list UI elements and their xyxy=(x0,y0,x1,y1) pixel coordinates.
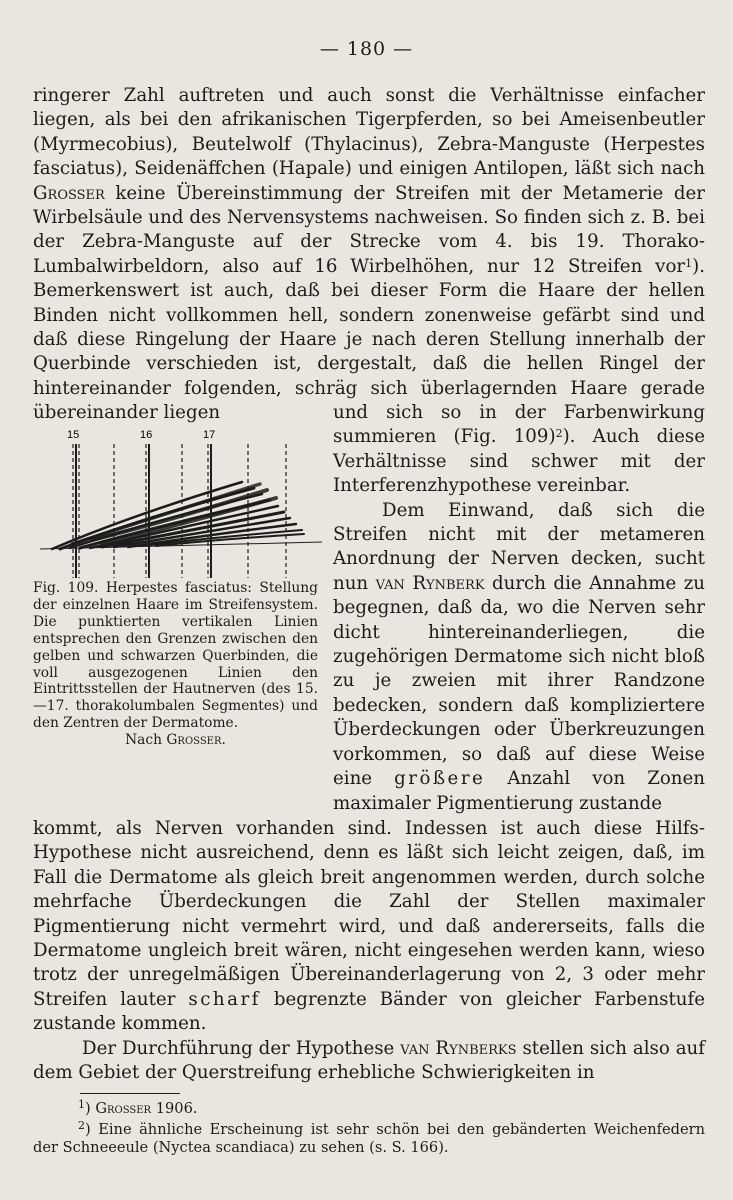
page-number: — 180 — xyxy=(319,38,414,60)
segment-label-16: 16 xyxy=(140,429,153,441)
author-name: Grosser xyxy=(95,1100,152,1117)
text-run: kommt, als Nerven vorhanden sind. Indessen ist auch diese Hilfs-Hypothese nicht ausreichend, denn es läßt sich leicht zeigen, daß, im Fall die Dermatome als gleich breit angenommen werden, durch solche mehrfache Überdeckungen die Zahl der Stellen maximaler Pigmentierung nicht vermehrt wird, und daß andererseits, falls die Dermatome ungleich breit wären, nicht eingesehen werden kann, wieso trotz der unregelmäßigen Übereinanderlagerung von 2, 3 oder mehr Streifen lauter xyxy=(33,818,705,1010)
author-name: van Rynberks xyxy=(400,1038,517,1059)
footnote-mark: 1 xyxy=(78,1098,85,1111)
right-column-text xyxy=(333,401,705,816)
footnote-ref: 2 xyxy=(555,427,563,441)
figure-109 xyxy=(32,420,324,578)
paragraph-1 xyxy=(33,84,705,426)
right-column-para-2 xyxy=(333,499,705,816)
emphasis-spaced: scharf xyxy=(188,988,261,1010)
figure-credit xyxy=(33,732,318,749)
segment-label-17: 17 xyxy=(203,429,216,441)
text-run: Der Durchführung der Hypothese xyxy=(82,1038,401,1059)
footnote-mark: 2 xyxy=(78,1119,85,1132)
hair-strokes xyxy=(52,482,304,549)
text-run: ). Auch diese Verhältnisse sind schwer mit der Interferenzhypothese vereinbar. xyxy=(333,426,705,497)
footnote-rule xyxy=(80,1093,180,1094)
credit-author: Grosser. xyxy=(166,732,226,749)
paragraph-3 xyxy=(33,1037,705,1086)
figure-caption xyxy=(33,580,318,749)
author-name: Grosser xyxy=(33,182,105,204)
text-run: 1906. xyxy=(151,1100,198,1117)
text-run: und sich so in der Farbenwirkung summieren (Fig. 109) xyxy=(333,402,705,448)
text-run: ). Bemerkenswert ist auch, daß bei dieser Form die Haare der hellen Binden nicht vollkommen hell, sondern zonenweise gefärbt sind und daß diese Ringelung der Haare je nach deren Stellung innerhalb der Querbinde verschieden ist, dergestalt, daß die hellen Ringel der hintereinander folgenden, schräg sich überlagernden Haare gerade übereinander liegen xyxy=(33,255,705,424)
hair-stripe-diagram xyxy=(32,420,324,578)
text-run: begrenzte Bänder von gleicher Farbenstufe zustande kommen. xyxy=(33,988,706,1035)
footnote-1: $^1$) Grosser 1906. xyxy=(78,1098,198,1117)
text-run: durch die Annahme zu begegnen, daß da, wo die Nerven sehr dicht hintereinanderliegen, die zugehörigen Dermatome sich nicht bloß zu je zweien mit ihrer Randzone bedecken, sondern daß kompliziertere Überdeckungen oder Überkreuzungen vorkommen, so daß auf diese Weise eine xyxy=(333,572,705,790)
text-run: ringerer Zahl auftreten und auch sonst die Verhältnisse einfacher liegen, als bei den afrikanischen Tigerpferden, so bei Ameisenbeutler (Myrmecobius), Beutelwolf (Thylacinus), Zebra-Manguste (Herpestes fasciatus), Seidenäffchen (Hapale) und einigen Antilopen, läßt sich nach xyxy=(33,85,705,180)
footnote-2: $^2$) Eine ähnliche Erscheinung ist sehr schön bei den gebänderten Weichenfedern der Schneeeule (Nyctea scandiaca) zu sehen (s. S. 166). xyxy=(33,1119,705,1156)
paragraph-2 xyxy=(33,817,705,1037)
nerve-entry-lines xyxy=(76,444,211,578)
text-run: Anzahl von Zonen maximaler Pigmentierung zustande xyxy=(333,768,705,814)
text-run: Dem Einwand, daß sich die Streifen nicht mit der metameren Anordnung der Nerven decken, sucht nun xyxy=(333,499,705,594)
caption-text: Fig. 109. Herpestes fasciatus: Stellung der einzelnen Haare im Streifensystem. Die punktierten vertikalen Linien entsprechen den Grenzen zwischen den gelben und schwarzen Querbinden, die voll ausgezogenen Linien den Eintrittsstellen der Hautnerven (des 15.—17. thorakolumbalen Segmentes) und den Zentren der Dermatome. xyxy=(33,580,318,732)
credit-prefix: Nach xyxy=(125,732,167,749)
right-column-para-1 xyxy=(333,401,705,499)
author-name: van Rynberk xyxy=(375,572,485,594)
segment-label-15: 15 xyxy=(67,429,80,441)
text-run: Eine ähnliche Erscheinung ist sehr schön bei den gebänderten Weichenfedern der Schneeeule (Nyctea scandiaca) zu sehen (s. S. 166). xyxy=(33,1121,705,1156)
emphasis-spaced: größere xyxy=(394,768,486,790)
footnote-ref: 1 xyxy=(685,256,693,270)
text-run: stellen sich also auf dem Gebiet der Querstreifung erhebliche Schwierigkeiten in xyxy=(33,1038,705,1084)
text-run: keine Übereinstimmung der Streifen mit der Metamerie der Wirbelsäule und des Nervensystems nachweisen. So finden sich z. B. bei der Zebra-Manguste auf der Strecke vom 4. bis 19. Thorako-Lumbalwirbeldorn, also auf 16 Wirbelhöhen, nur 12 Streifen vor xyxy=(33,182,705,277)
